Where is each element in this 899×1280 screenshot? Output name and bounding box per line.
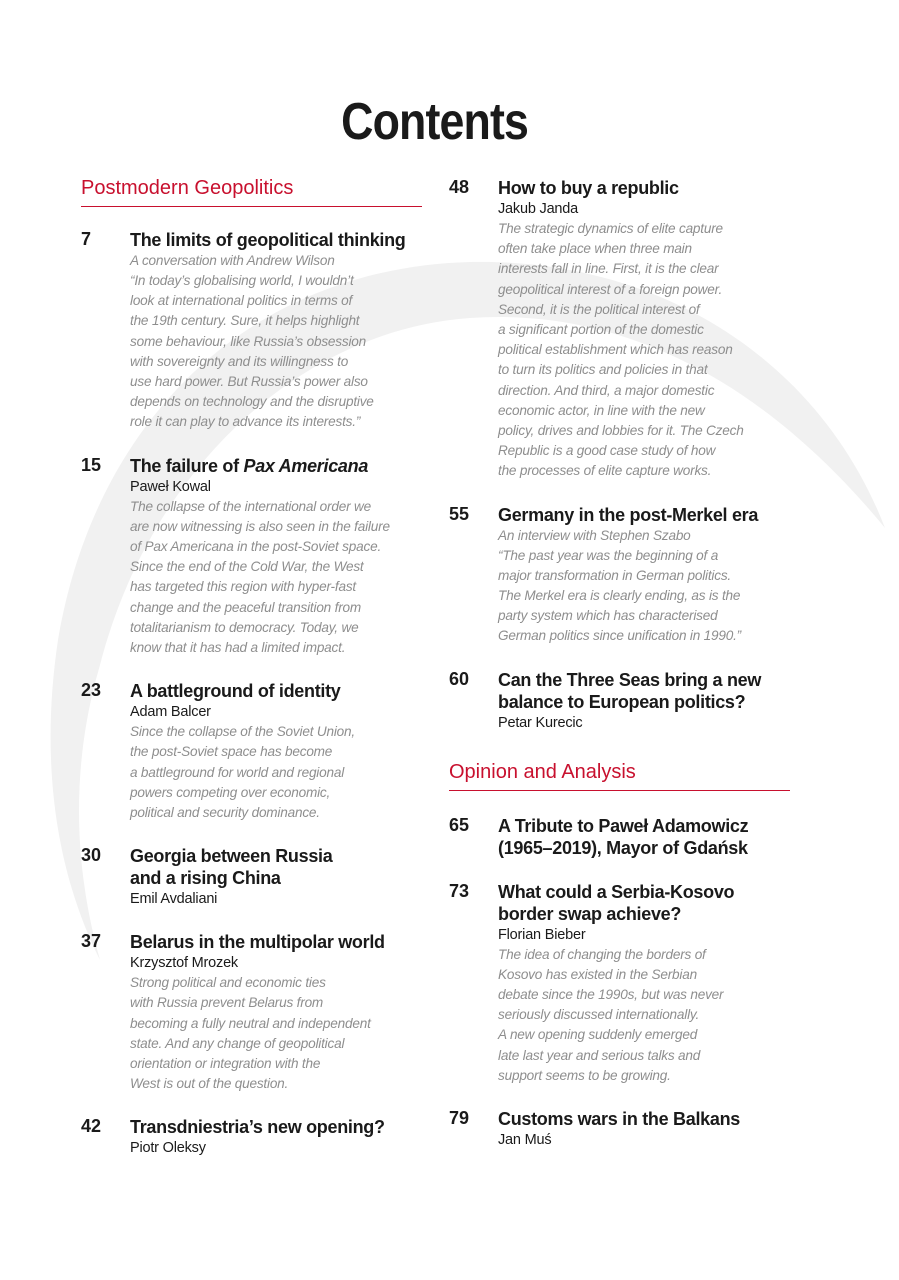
page-number: 65 (449, 814, 470, 835)
toc-entry[interactable] (449, 1108, 794, 1150)
article-lede: The idea of changing the borders of Kosovo has existed in the Serbian debate since the 1990s, but was never seriously discussed internationally. A new opening suddenly emerged late last year and serious talks and support seems to be growing. (498, 946, 724, 1083)
page-number: 48 (449, 177, 470, 197)
toc-entry[interactable] (81, 1116, 426, 1158)
article-title-line-1[interactable]: Georgia between Russia (130, 846, 333, 867)
title-italic-text: Pax Americana (243, 455, 369, 476)
toc-entry[interactable] (449, 881, 794, 1086)
article-title-line-1[interactable]: What could a Serbia-Kosovo (498, 881, 735, 902)
article-title-line-1[interactable]: Can the Three Seas bring a new (498, 669, 762, 690)
article-lede: Strong political and economic ties with Russia prevent Belarus from becoming a fully neutral and independent state. And any change of geopolitical orientation or integration with the West is out of the question. (130, 975, 371, 1092)
article-author: Paweł Kowal (130, 478, 211, 495)
article-lede: The collapse of the international order we are now witnessing is also seen in the failure of Pax Americana in the post-Soviet space. Since the end of the Cold War, the West has targeted this region with hyper-fast change and the peaceful transition from totalitarianism to democracy. Today, we know that it has had a limited impact. (130, 498, 390, 656)
title-text: The failure of (130, 455, 244, 476)
page-number: 60 (449, 668, 470, 689)
section-heading-label: Postmodern Geopolitics (81, 177, 294, 199)
article-title-line-2[interactable]: border swap achieve? (498, 903, 682, 924)
article-intro: An interview with Stephen Szabo (498, 527, 691, 543)
article-title-line-2[interactable]: balance to European politics? (498, 691, 746, 712)
article-title[interactable]: How to buy a republic (498, 178, 679, 198)
article-author: Petar Kurecic (498, 714, 583, 731)
article-intro: A conversation with Andrew Wilson (130, 253, 335, 268)
article-title-line-2[interactable]: and a rising China (130, 868, 281, 889)
toc-entry[interactable] (449, 669, 794, 733)
toc-entry[interactable] (449, 177, 794, 482)
article-author: Jan Muś (498, 1132, 552, 1149)
page-number: 42 (81, 1116, 102, 1137)
toc-entry[interactable] (81, 455, 426, 659)
article-title-line-2[interactable]: (1965–2019), Mayor of Gdańsk (498, 837, 748, 858)
article-lede: “In today’s globalising world, I wouldn’t look at international politics in terms of the 19th century. Sure, it helps highlight some behaviour, like Russia’s obsession with sovereignty and its willingness to use hard power. But Russia’s power also depends on technology and the disruptive role it can play to advance its interests.” (130, 273, 374, 430)
page-title: Contents (341, 93, 529, 151)
article-title[interactable]: Transdniestria’s new opening? (130, 1117, 385, 1138)
left-column (81, 177, 426, 1158)
right-column (449, 177, 794, 1150)
article-title[interactable]: Customs wars in the Balkans (498, 1109, 740, 1130)
page-number: 55 (449, 503, 470, 524)
article-title[interactable] (130, 455, 426, 477)
toc-entry[interactable] (81, 680, 426, 823)
article-title[interactable]: The limits of geopolitical thinking (130, 230, 406, 250)
article-lede: “The past year was the beginning of a major transformation in German politics. The Merkel era is clearly ending, as is the party system which has characterised German politics since unification in 1990.” (498, 547, 742, 644)
article-title[interactable]: Germany in the post-Merkel era (498, 504, 759, 525)
section-heading-opinion (449, 761, 790, 791)
toc-entry[interactable] (81, 931, 426, 1094)
article-title-line-1[interactable]: A Tribute to Paweł Adamowicz (498, 815, 749, 836)
section-heading-label: Opinion and Analysis (449, 760, 636, 783)
page-number: 73 (449, 880, 470, 901)
page-number: 7 (81, 229, 92, 249)
article-author: Adam Balcer (130, 704, 211, 721)
toc-entry[interactable] (81, 845, 426, 909)
page-number: 30 (81, 845, 102, 866)
page-number: 79 (449, 1108, 470, 1129)
article-title[interactable]: A battleground of identity (130, 681, 341, 702)
article-title[interactable]: Belarus in the multipolar world (130, 932, 385, 953)
article-author: Krzysztof Mrozek (130, 955, 238, 972)
article-author: Jakub Janda (498, 201, 579, 217)
article-author: Florian Bieber (498, 926, 586, 943)
section-heading-postmodern (81, 177, 422, 207)
page-number: 15 (81, 454, 102, 475)
page-number: 37 (81, 931, 102, 952)
toc-entry[interactable] (449, 504, 794, 647)
article-lede: Since the collapse of the Soviet Union, the post-Soviet space has become a battleground for world and regional powers competing over economic, political and security dominance. (130, 724, 355, 821)
toc-entry[interactable] (81, 229, 426, 433)
toc-entry[interactable] (449, 815, 794, 859)
article-lede: The strategic dynamics of elite capture often take place when three main interests fall in line. First, it is the clear geopolitical interest of a foreign power. Second, it is the political interest of a significant portion of the domestic political establishment which has reason to turn its politics and policies in that direction. And third, a major domestic economic actor, in line with the new policy, drives and lobbies for it. The Czech Republic is a good case study of how the processes of elite capture works. (498, 221, 744, 479)
article-author: Piotr Oleksy (130, 1140, 206, 1157)
page-number: 23 (81, 680, 102, 701)
article-author: Emil Avdaliani (130, 891, 218, 908)
